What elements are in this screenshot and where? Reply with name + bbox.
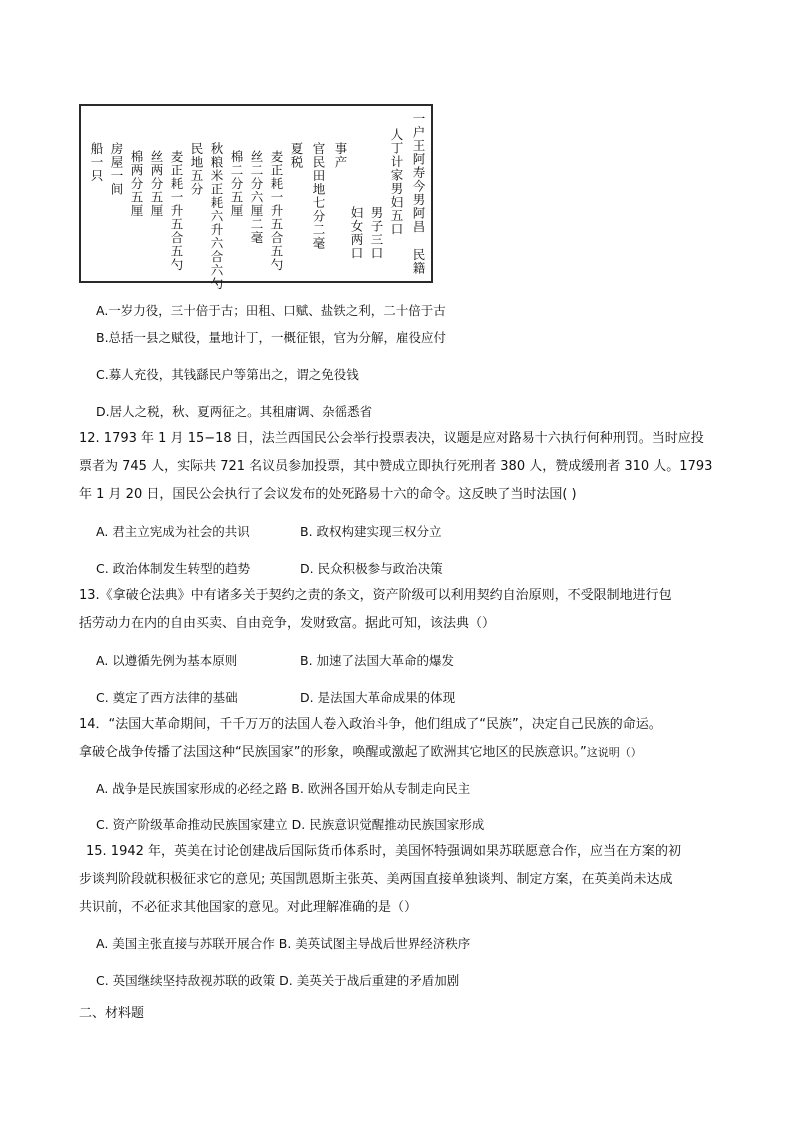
register-column: 男子三口: [369, 206, 384, 260]
register-column: 麦正耗一升五合五勺: [269, 150, 284, 272]
register-column: 一户王阿寿今男阿昌: [411, 112, 426, 234]
register-column: 丝二分六厘二毫: [249, 150, 264, 245]
q15-stem-line: 步谈判阶段就积极征求它的意见; 英国凯恩斯主张英、美两国直接单独谈判、制定方案，在英美尚未达成: [79, 872, 673, 887]
register-column: 夏税: [289, 142, 304, 169]
q13-option-b[interactable]: B. 加速了法国大革命的爆发: [300, 653, 455, 668]
q13-stem-line: 括劳动力在内的自由买卖、自由竞争，发财致富。据此可知，该法典（）: [79, 616, 496, 631]
q13-stem-line: 13.《拿破仑法典》中有诸多关于契约之责的条文，资产阶级可以利用契约自治原则，不受限制地进行包: [79, 588, 672, 603]
register-column: 官民田地七分二毫: [311, 142, 326, 250]
q11-option-b[interactable]: B.总括一县之赋役，量地计丁，一概征银，官为分解，雇役应付: [96, 330, 447, 345]
q13-option-a[interactable]: A. 以遵循先例为基本原则: [96, 653, 238, 668]
register-column: 房屋一间: [109, 142, 124, 196]
q12-option-b[interactable]: B. 政权构建实现三权分立: [300, 524, 442, 539]
q14-stem-text: 拿破仑战争传播了法国这种“民族国家”的形象，唤醒或激起了欧洲其它地区的民族意识。”: [79, 745, 587, 760]
q12-option-d[interactable]: D. 民众积极参与政治决策: [300, 561, 443, 576]
register-column: 人丁计家男妇五口: [389, 128, 404, 236]
register-column: 麦正耗一升五合五勺: [169, 150, 184, 272]
q13-option-c[interactable]: C. 奠定了西方法律的基础: [96, 690, 238, 705]
register-column: 妇女两口: [349, 206, 364, 260]
q11-option-c[interactable]: C.募人充役，其钱繇民户等第出之，谓之免役钱: [96, 367, 359, 382]
register-column: 丝两分五厘: [149, 150, 164, 218]
q14-stem-line: [79, 744, 642, 762]
q15-options-cd[interactable]: C. 英国继续坚持敌视苏联的政策 D. 美英关于战后重建的矛盾加剧: [96, 973, 460, 988]
q12-option-a[interactable]: A. 君主立宪成为社会的共识: [96, 524, 250, 539]
household-register-figure: [79, 104, 433, 291]
q15-options-ab[interactable]: A. 美国主张直接与苏联开展合作 B. 美英试图主导战后世界经济秩序: [96, 936, 471, 951]
q13-option-d[interactable]: D. 是法国大革命成果的体现: [300, 690, 456, 705]
q14-options-ab[interactable]: A. 战争是民族国家形成的必经之路 B. 欧洲各国开始从专制走向民主: [96, 781, 471, 796]
q12-option-c[interactable]: C. 政治体制发生转型的趋势: [96, 561, 251, 576]
q11-option-d[interactable]: D.居人之税，秋、夏两征之。其租庸调、杂徭悉省: [96, 404, 373, 419]
register-column: 棉二分五厘: [229, 150, 244, 218]
q14-options-cd[interactable]: C. 资产阶级革命推动民族国家建立 D. 民族意识觉醒推动民族国家形成: [96, 817, 485, 832]
register-column: 事产: [333, 142, 348, 169]
q12-stem-line: 12. 1793 年 1 月 15−18 日，法兰西国民公会举行投票表决，议题是应对路易十六执行何种刑罚。当时应投: [79, 431, 704, 446]
q14-stem-tail: 这说明（）: [586, 746, 642, 759]
register-column: 船一只: [89, 142, 104, 183]
q11-option-a[interactable]: A.一岁力役，三十倍于古；田租、口赋、盐铁之利，二十倍于古: [96, 303, 446, 318]
register-column: 民籍: [411, 248, 426, 275]
section-title: 二、材料题: [79, 1006, 145, 1021]
register-column: 民地五分: [189, 142, 204, 196]
q14-stem-line: 14．“法国大革命期间，千千万万的法国人卷入政治斗争，他们组成了“民族”，决定自己民族的命运。: [79, 717, 662, 732]
register-column: 棉两分五厘: [129, 150, 144, 218]
register-column: 秋粮米正耗六升六合六勺: [209, 142, 224, 291]
q12-stem-line: 年 1 月 20 日，国民公会执行了会议发布的处死路易十六的命令。这反映了当时法国( ): [79, 487, 577, 502]
q15-stem-line: 15. 1942 年，英美在讨论创建战后国际货币体系时，美国怀特强调如果苏联愿意合作，应当在方案的初: [86, 844, 682, 859]
q12-stem-line: 票者为 745 人，实际共 721 名议员参加投票，其中赞成立即执行死刑者 380 人，赞成缓刑者 310 人。1793: [79, 459, 713, 474]
q15-stem-line: 共识前，不必征求其他国家的意见。对此理解准确的是（）: [79, 900, 418, 915]
